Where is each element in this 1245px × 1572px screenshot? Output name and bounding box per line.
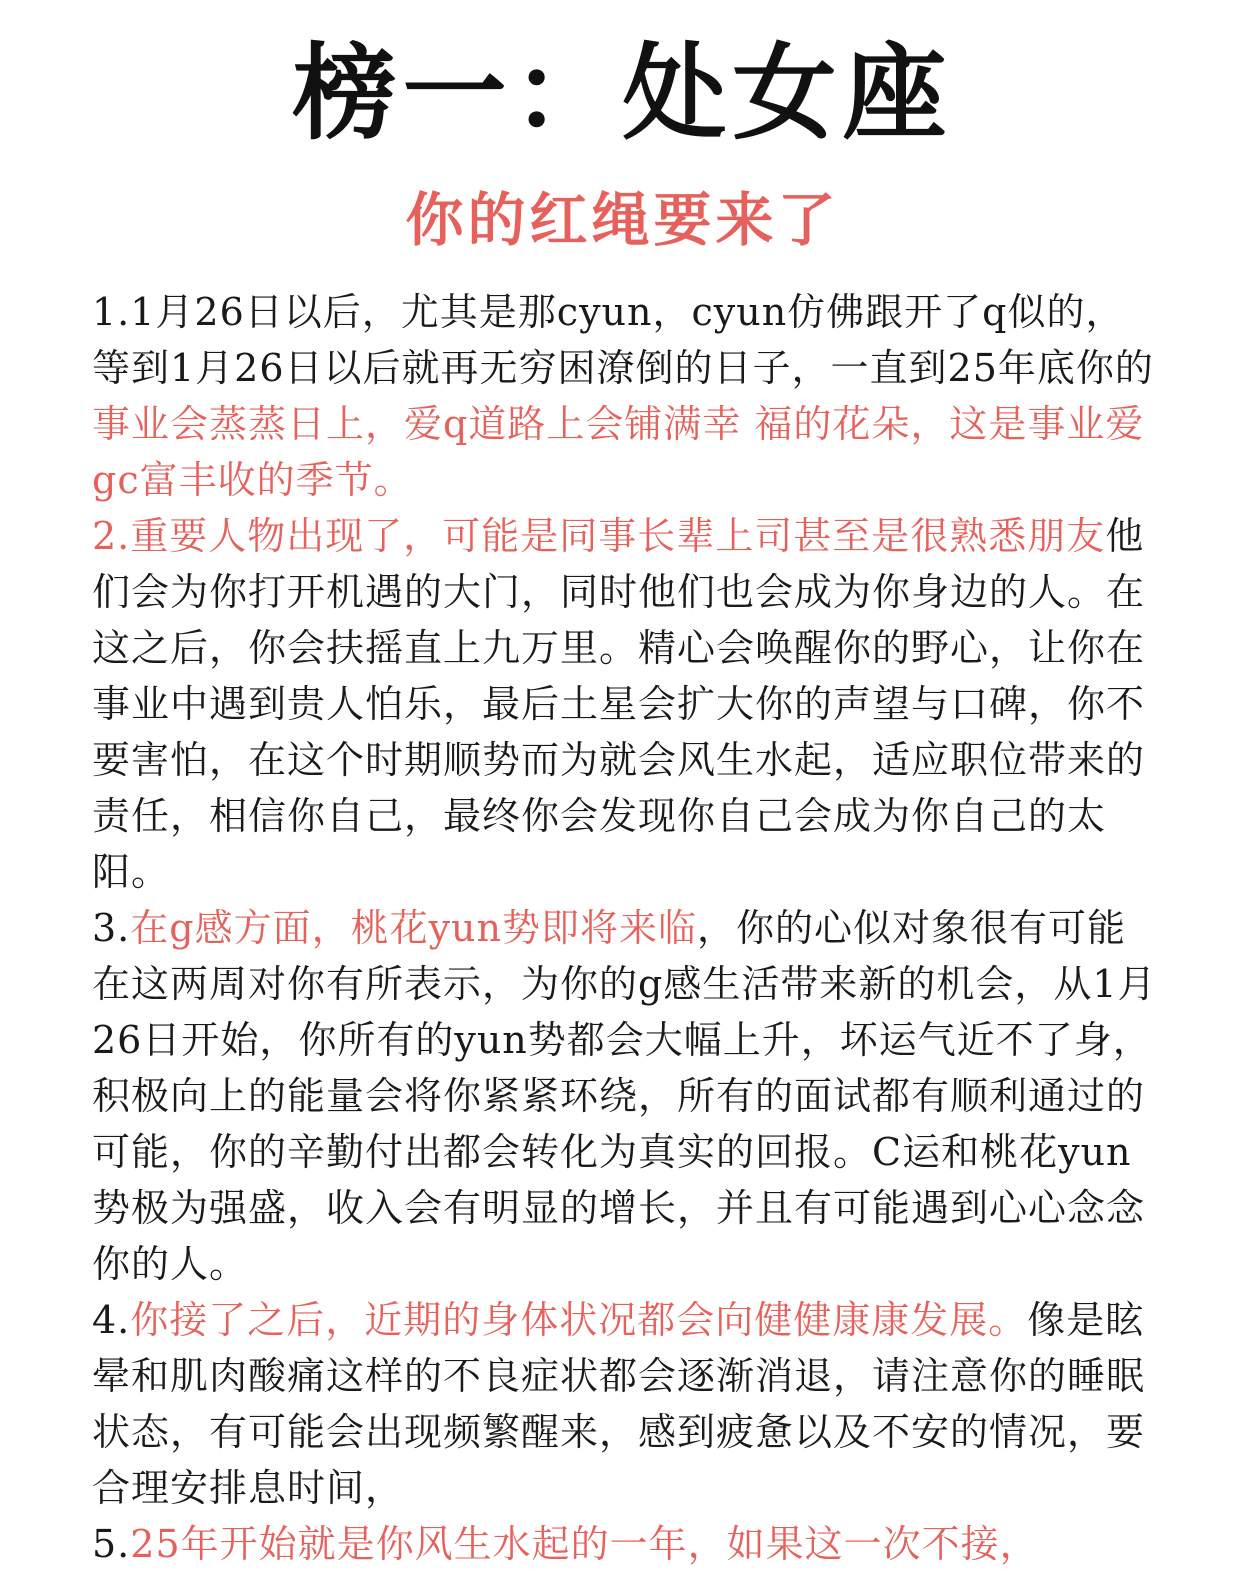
page-subtitle: 你的红绳要来了 xyxy=(405,186,840,254)
page-title: 榜一：处女座 xyxy=(292,31,953,154)
paragraph-4 xyxy=(92,1292,1162,1516)
highlight-segment: 25年开始就是你风生水起的一年，如果这一次不接， xyxy=(130,1522,1039,1566)
highlight-segment: 事业会蒸蒸日上，爱q道路上会铺满幸 福的花朵，这是事业爱gc富丰收的季节。 xyxy=(92,402,1145,502)
highlight-segment: 2.重要人物出现了，可能是同事长辈上司甚至是很熟悉朋友 xyxy=(92,514,1106,558)
paragraph-2 xyxy=(92,508,1162,900)
paragraph-5 xyxy=(92,1516,1162,1572)
text-segment: 他们会为你打开机遇的大门，同时他们也会成为你身边的人。在这之后，你会扶摇直上九万里。精心会唤醒你的野心，让你在事业中遇到贵人怕乐，最后土星会扩大你的声望与口碑，你不要害怕，在这个时期顺势而为就会风生水起，适应职位带来的责任，相信你自己，最终你会发现你自己会成为你自己的太阳。 xyxy=(92,514,1146,894)
text-segment: 4. xyxy=(92,1298,131,1342)
body-text xyxy=(92,284,1162,1572)
paragraph-3 xyxy=(92,900,1162,1292)
text-segment: 像是眩晕和肌肉酸痛这样的不良症状都会逐渐消退，请注意你的睡眠状态，有可能会出现频繁醒来，感到疲惫以及不安的情况，要合理安排息时间， xyxy=(92,1298,1146,1510)
highlight-segment: 你接了之后，近期的身体状况都会向健健康康发展。 xyxy=(130,1298,1028,1342)
highlight-segment: 在g感方面，桃花yun势即将来临 xyxy=(130,906,698,950)
text-segment: 3. xyxy=(92,906,131,950)
paragraph-1 xyxy=(92,284,1162,508)
text-segment: 5. xyxy=(92,1522,131,1566)
text-segment: ，你的心似对象很有可能在这两周对你有所表示，为你的g感生活带来新的机会，从1月26日开始，你所有的yun势都会大幅上升，坏运气近不了身，积极向上的能量会将你紧紧环绕，所有的面试都有顺利通过的可能，你的辛勤付出都会转化为真实的回报。C运和桃花yun势极为强盛，收入会有明显的增长，并且有可能遇到心心念念你的人。 xyxy=(92,906,1157,1286)
text-segment: 1.1月26日以后，尤其是那cyun，cyun仿佛跟开了q似的，等到1月26日以后就再无穷困潦倒的日子，一直到25年底你的 xyxy=(92,290,1154,390)
